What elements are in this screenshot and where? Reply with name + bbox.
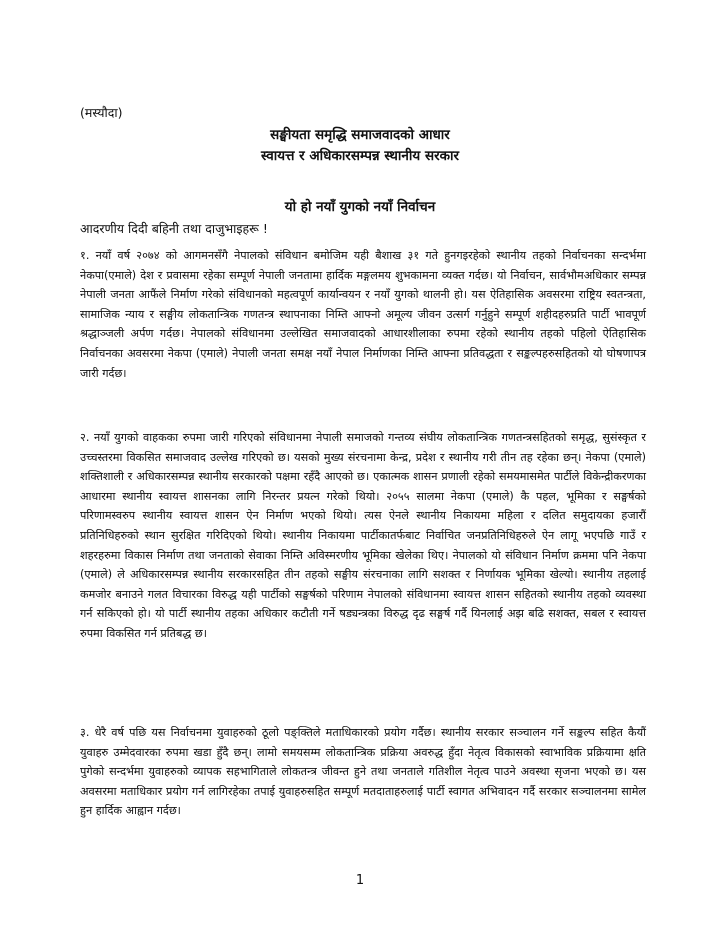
document-title-line-2: स्वायत्त र अधिकारसम्पन्न स्थानीय सरकार xyxy=(261,148,459,164)
page-number: 1 xyxy=(355,873,365,888)
document-title-line-1: सङ्घीयता समृद्धि समाजवादको आधार xyxy=(270,127,450,143)
section-heading: यो हो नयाँ युगको नयाँ निर्वाचन xyxy=(284,199,436,215)
paragraph-2: २. नयाँ युगको वाहकका रुपमा जारी गरिएको संविधानमा नेपाली समाजको गन्तव्य संघीय लोकतान्त्रिक गणतन्त्रसहितको समृद्ध, सुसंस्कृत र उच्चस्तरमा विकसित समाजवाद उल्लेख गरिएको छ। यसको मुख्य संरचनामा केन्द्र, प्रदेश र स्थानीय गरी तीन तह रहेका छन्। नेकपा (एमाले) शक्तिशाली र अधिकारसम्पन्न स्थानीय सरकारको पक्षमा रहँदै आएको छ। एकात्मक शासन प्रणाली रहेको समयमासमेत पार्टीले विकेन्द्रीकरणका आधारमा स्थानीय स्वायत्त शासनका लागि निरन्तर प्रयत्न गरेको थियो। २०५५ सालमा नेकपा (एमाले) कै पहल, भूमिका र सङ्घर्षको परिणामस्वरुप स्थानीय स्वायत्त शासन ऐन निर्माण भएको थियो। त्यस ऐनले स्थानीय निकायमा महिला र दलित समुदायका हजारौं प्रतिनिधिहरुको स्थान सुरक्षित गरिदिएको थियो। स्थानीय निकायमा पार्टीकातर्फबाट निर्वाचित जनप्रतिनिधिहरुले ऐन लागू भएपछि गाउँ र शहरहरुमा विकास निर्माण तथा जनताको सेवाका निम्ति अविस्मरणीय भूमिका खेलेका थिए। नेपालको यो संविधान निर्माण क्रममा पनि नेकपा (एमाले) ले अधिकारसम्पन्न स्थानीय सरकारसहित तीन तहको सङ्घीय संरचनाका लागि सशक्त र निर्णायक भूमिका खेल्यो। स्थानीय तहलाई कमजोर बनाउने गलत विचारका विरुद्ध यही पार्टीको सङ्घर्षको परिणाम नेपालको संविधानमा स्वायत्त शासन सहितको स्थानीय तहको व्यवस्था गर्न सकिएको हो। यो पार्टी स्थानीय तहका अधिकार कटौती गर्ने षड्यन्त्रका विरुद्ध दृढ सङ्घर्ष गर्दै यिनलाई अझ बढि सशक्त, सबल र स्वायत्त रुपमा विकसित गर्न प्रतिबद्ध छ। xyxy=(80,431,646,640)
salutation: आदरणीय दिदी बहिनी तथा दाजुभाइहरू ! xyxy=(80,221,268,236)
draft-mark: (मस्यौदा) xyxy=(80,105,123,120)
paragraph-1: १. नयाँ वर्ष २०७४ को आगमनसँगै नेपालको संविधान बमोजिम यही बैशाख ३१ गते हुनगइरहेको स्थानीय तहको निर्वाचनका सन्दर्भमा नेकपा(एमाले) देश र प्रवासमा रहेका सम्पूर्ण नेपाली जनतामा हार्दिक मङ्गलमय शुभकामना व्यक्त गर्दछ। यो निर्वाचन, सार्वभौमअधिकार सम्पन्न नेपाली जनता आफैंले निर्माण गरेको संविधानको महत्वपूर्ण कार्यान्वयन र नयाँ युगको थालनी हो। यस ऐतिहासिक अवसरमा राष्ट्रिय स्वतन्त्रता, सामाजिक न्याय र सङ्घीय लोकतान्त्रिक गणतन्त्र स्थापनाका निम्ति आफ्नो अमूल्य जीवन उत्सर्ग गर्नुहुने सम्पूर्ण शहीदहरुप्रति पार्टी भावपूर्ण श्रद्धाञ्जली अर्पण गर्दछ। नेपालको संविधानमा उल्लेखित समाजवादको आधारशीलाका रुपमा रहेको स्थानीय तहको पहिलो ऐतिहासिक निर्वाचनका अवसरमा नेकपा (एमाले) नेपाली जनता समक्ष नयाँ नेपाल निर्माणका निम्ति आफ्ना प्रतिवद्धता र सङ्कल्पहरुसहितको यो घोषणापत्र जारी गर्दछ। xyxy=(80,249,646,380)
paragraph-3: ३. धेरै वर्ष पछि यस निर्वाचनमा युवाहरुको ठूलो पङ्क्तिले मताधिकारको प्रयोग गर्दैछ। स्थानीय सरकार सञ्चालन गर्ने सङ्कल्प सहित कैयौं युवाहरु उम्मेदवारका रुपमा खडा हुँदै छन्। लामो समयसम्म लोकतान्त्रिक प्रक्रिया अवरुद्ध हुँदा नेतृत्व विकासको स्वाभाविक प्रक्रियामा क्षति पुगेको सन्दर्भमा युवाहरुको व्यापक सहभागिताले लोकतन्त्र जीवन्त हुने तथा जनताले गतिशील नेतृत्व पाउने अवस्था सृजना भएको छ। यस अवसरमा मताधिकार प्रयोग गर्न लागिरहेका तपाई युवाहरुसहित सम्पूर्ण मतदाताहरुलाई पार्टी स्वागत अभिवादन गर्दै सरकार सञ्चालनमा सामेल हुन हार्दिक आह्वान गर्दछ। xyxy=(80,726,646,818)
